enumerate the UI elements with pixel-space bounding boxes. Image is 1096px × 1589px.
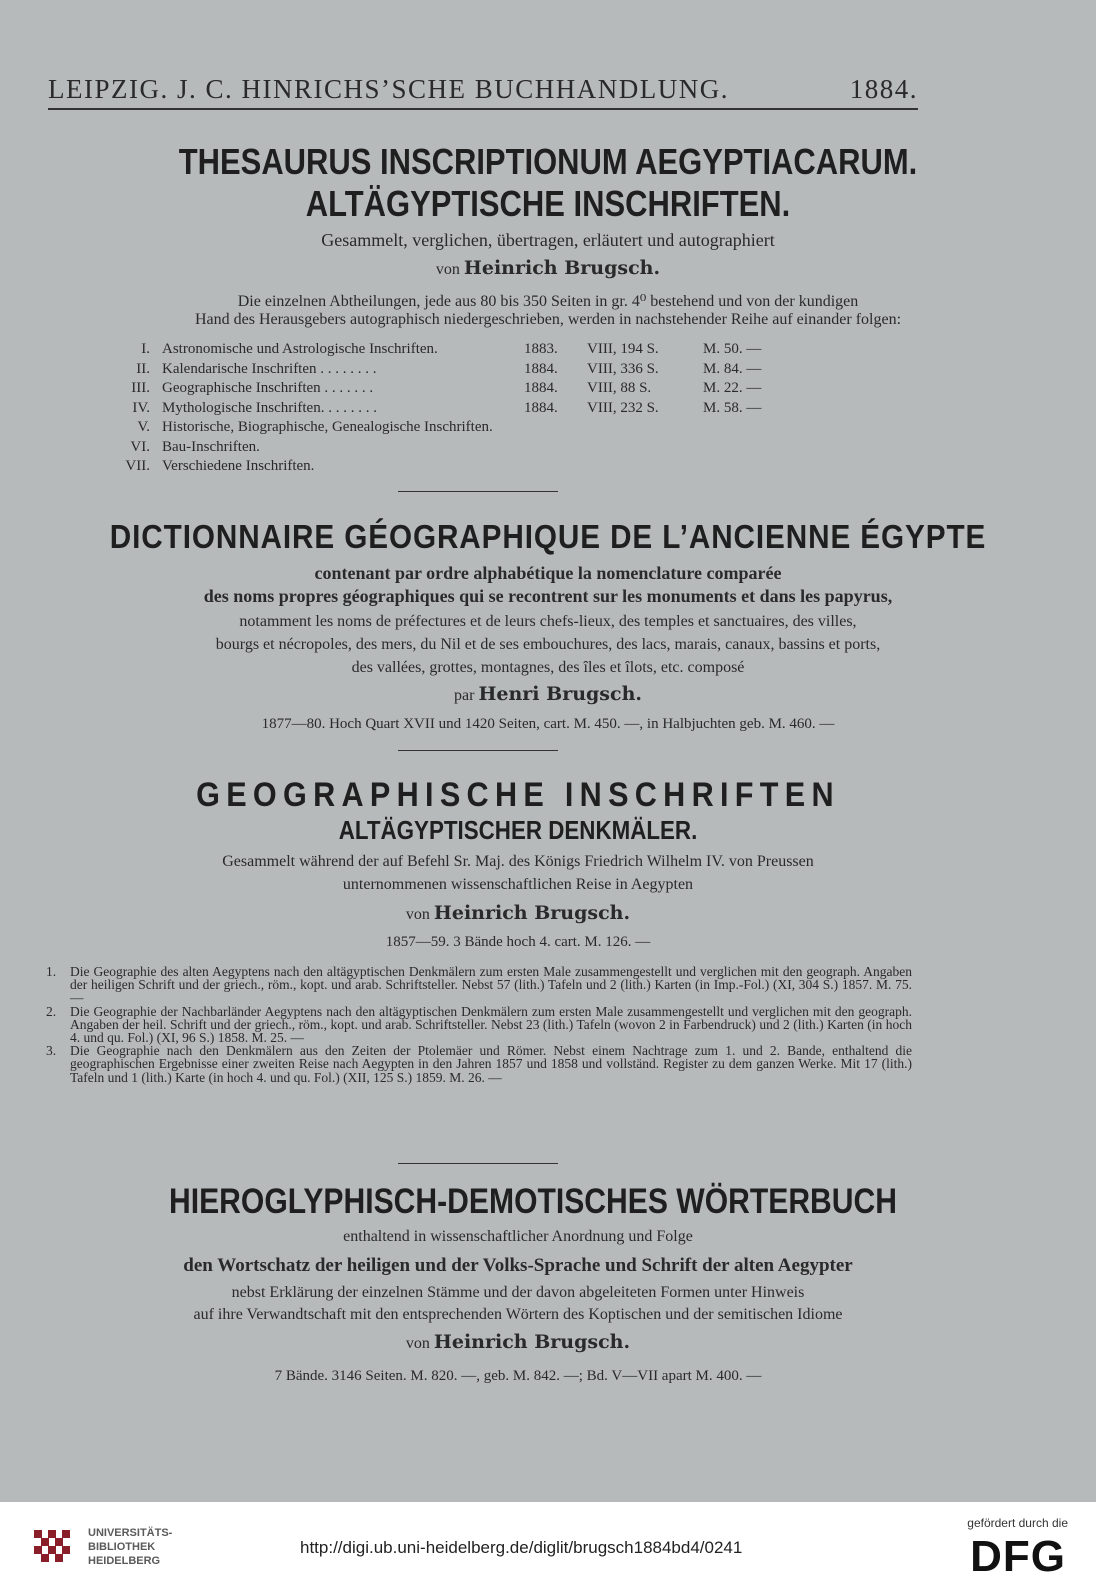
list-item: IV. Mythologische Inschriften. . . . . . . . 1884. VIII, 232 S. M. 58. — [132,399,762,416]
woerterbuch-author-line: von Heinrich Brugsch. [405,1331,631,1353]
dictionnaire-sub-1: contenant par ordre alphabétique la nomenclature comparée [314,563,782,583]
woerterbuch-publication: 7 Bände. 3146 Seiten. M. 820. —, geb. M. 842. —; Bd. V—VII apart M. 400. — [274,1368,762,1384]
list-item: II. Kalendarische Inschriften . . . . . . . . 1884. VIII, 336 S. M. 84. — [136,360,762,377]
list-item: VII. Verschiedene Inschriften. [125,458,315,474]
dictionnaire-publication: 1877—80. Hoch Quart XVII und 1420 Seiten, cart. M. 450. —, in Halbjuchten geb. M. 460. — [261,716,835,732]
dictionnaire-sub-3: notamment les noms de préfectures et de leurs chefs-lieux, des temples et sanctuaires, des villes, [239,613,857,630]
woerterbuch-title: HIEROGLYPHISCH-DEMOTISCHES WÖRTERBUCH [168,1182,898,1221]
list-item: III. Geographische Inschriften . . . . . . . 1884. VIII, 88 S. M. 22. — [131,380,762,396]
running-header [48,72,918,110]
header-publisher: LEIPZIG. J. C. HINRICHS’SCHE BUCHHANDLUNG. [48,74,730,104]
header-year: 1884. [849,74,918,104]
list-item: V. Historische, Biographische, Genealogische Inschriften. [137,419,493,435]
university-library-logo-icon [28,1524,76,1572]
thesaurus-volume-list [98,340,803,477]
thesaurus-subtitle-heading: ALTÄGYPTISCHE INSCHRIFTEN. [305,183,791,224]
list-item: VI. Bau-Inschriften. [130,438,260,455]
library-name: UNIVERSITÄTS- BIBLIOTHEK HEIDELBERG [88,1527,173,1567]
dictionnaire-author-line: par Henri Brugsch. [454,683,642,705]
list-item: 3. Die Geographie nach den Denkmälern aus den Zeiten der Ptolemäer und Römer. Nebst einem Nachtrage zum 1. und 2. Bande, enthaltend die geographischen Ergebnisse einer zweiten Reise nach Aegypten in den Jahren 1857 und 1858 und vollständ. Register zu dem ganzen Werke. Mit 17 (lith.) Tafeln und 1 (lith.) Karte (in hoch 4. und qu. Fol.) (XII, 125 S.) 1859. M. 26. — [46,1043,912,1085]
geographische-sub-1: Gesammelt während der auf Befehl Sr. Maj. des Königs Friedrich Wilhelm IV. von Preussen [222,853,814,870]
thesaurus-author-line: von Heinrich Brugsch. [435,257,661,279]
dfg-logo: DFG [970,1532,1066,1581]
thesaurus-title: THESAURUS INSCRIPTIONUM AEGYPTIACARUM. [178,141,918,182]
section-divider [398,750,558,751]
woerterbuch-sub-3: nebst Erklärung der einzelnen Stämme und der davon abgeleiteten Formen unter Hinweis [231,1284,805,1301]
thesaurus-description: Gesammelt, verglichen, übertragen, erläutert und autographiert [321,230,775,250]
permalink-url[interactable]: http://digi.ub.uni-heidelberg.de/diglit/brugsch1884bd4/0241 [300,1538,743,1557]
dictionnaire-author: Henri Brugsch. [478,683,642,705]
funding-caption: gefördert durch die [967,1516,1068,1530]
geographische-notes [46,965,912,1084]
thesaurus-author: Heinrich Brugsch. [463,257,661,279]
geographische-author-line: von Heinrich Brugsch. [405,902,631,924]
viewer-footer [0,1502,1096,1589]
geographische-author: Heinrich Brugsch. [433,902,631,924]
geographische-subtitle: ALTÄGYPTISCHER DENKMÄLER. [338,815,698,845]
dictionnaire-sub-4: bourgs et nécropoles, des mers, du Nil et de ses embouchures, des lacs, marais, canaux, bassins et ports, [215,636,881,653]
dictionnaire-title: DICTIONNAIRE GÉOGRAPHIQUE DE L’ANCIENNE ÉGYPTE [109,518,987,555]
section-divider [398,491,558,492]
thesaurus-intro-1: Die einzelnen Abtheilungen, jede aus 80 bis 350 Seiten in gr. 4⁰ bestehend und von der kundigen [237,293,859,310]
woerterbuch-sub-4: auf ihre Verwandtschaft mit den entsprechenden Wörtern des Koptischen und der semitischen Idiome [193,1306,843,1323]
woerterbuch-sub-1: enthaltend in wissenschaftlicher Anordnung und Folge [343,1228,693,1245]
dictionnaire-sub-5: des vallées, grottes, montagnes, des îles et îlots, etc. composé [351,659,745,676]
thesaurus-intro-2: Hand des Herausgebers autographisch niedergeschrieben, werden in nachstehender Reihe auf einander folgen: [194,311,902,328]
geographische-title: GEOGRAPHISCHE INSCHRIFTEN [196,776,840,814]
list-item: I. Astronomische und Astrologische Inschriften. 1883. VIII, 194 S. M. 50. — [141,341,762,357]
geographische-sub-2: unternommenen wissenschaftlichen Reise in Aegypten [342,876,694,893]
woerterbuch-sub-2: den Wortschatz der heiligen und der Volks-Sprache und Schrift der alten Aegypter [183,1255,853,1276]
dictionnaire-sub-2: des noms propres géographiques qui se recontrent sur les monuments et dans les papyrus, [203,586,893,606]
list-item: 1. Die Geographie des alten Aegyptens nach den altägyptischen Denkmälern zum ersten Male zusammengestellt und verglichen mit den geograph. Angaben der heiligen Schrift und der griech., röm., kopt. und arab. Schriftsteller. Nebst 57 (lith.) Tafeln und 2 (lith.) Karten (in Imp.-Fol.) (XI, 304 S.) 1857. M. 75. — [46,964,912,1006]
thesaurus-section [0,142,1096,182]
list-item: 2. Die Geographie der Nachbarländer Aegyptens nach den altägyptischen Denkmälern zum ersten Male zusammengestellt und verglichen mit den geograph. Angaben der heil. Schrift und der griech., röm., kopt. und arab. Schriftsteller. Nebst 23 (lith.) Tafeln (wovon 2 in Farbendruck) und 2 (lith.) Karten (in hoch 4. und qu. Fol.) (XI, 96 S.) 1858. M. 25. — [46,1003,912,1046]
geographische-publication: 1857—59. 3 Bände hoch 4. cart. M. 126. — [385,934,651,950]
woerterbuch-author: Heinrich Brugsch. [433,1331,631,1353]
section-divider [398,1163,558,1164]
